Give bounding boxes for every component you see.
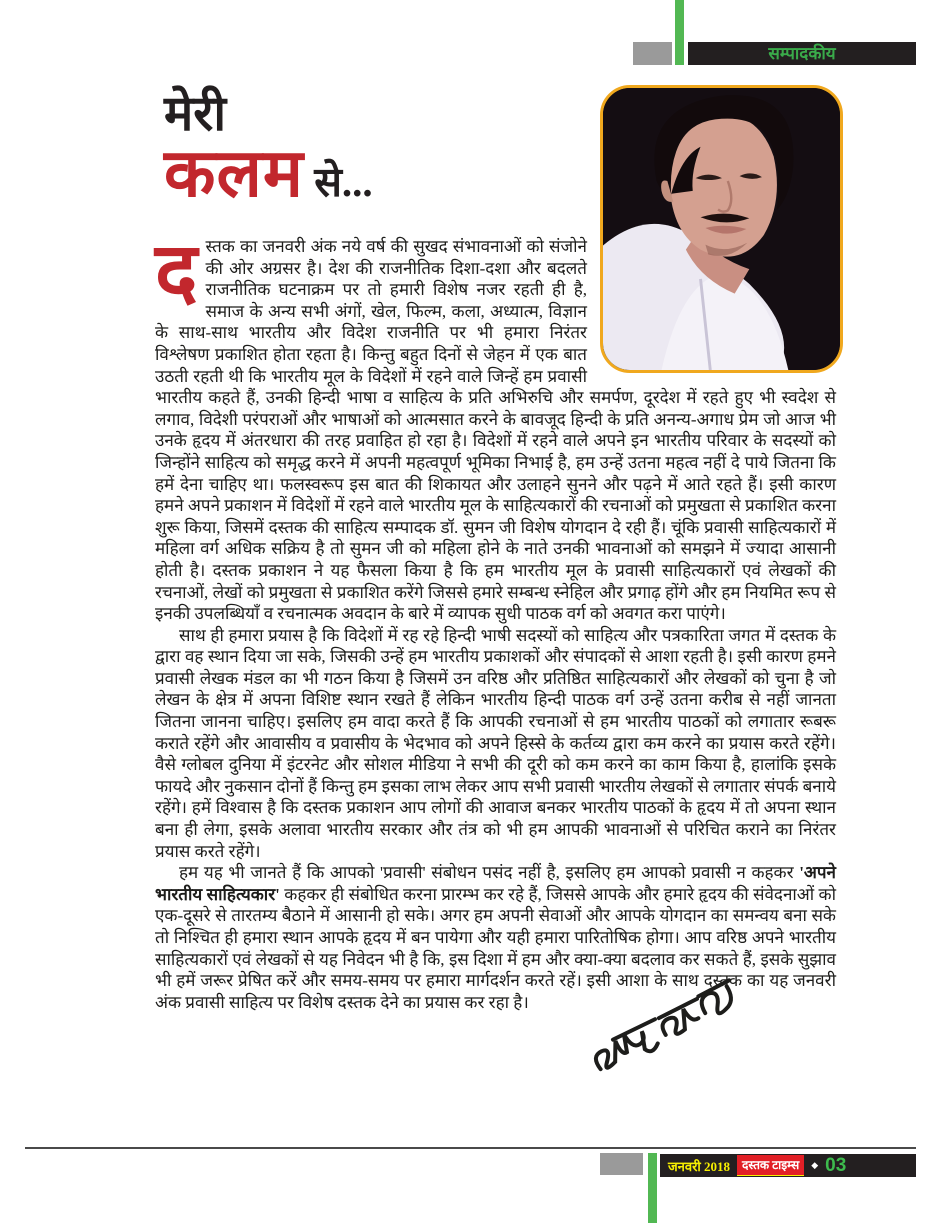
- magazine-logo: दस्तक टाइम्स: [737, 1155, 804, 1176]
- paragraph-3-bold-phrase: 'अपने भारतीय साहित्यकार': [155, 863, 836, 904]
- paragraph-2: साथ ही हमारा प्रयास है कि विदेशों में रह रहे हिन्दी भाषी सदस्यों को साहित्य और पत्रकारिता जगत में दस्तक के द्वारा वह स्थान दिया जा सके, जिसकी उन्हें हम भारतीय प्रकाशकों और संपादकों से आशा रहती है। इसी कारण हमने प्रवासी लेखक मंडल का भी गठन किया है जिसमें उन वरिष्ठ और प्रतिष्ठित साहित्यकारों और लेखकों को चुना है जो लेखन के क्षेत्र में अपना विशिष्ट स्थान रखते हैं लेकिन भारतीय हिन्दी पाठक वर्ग उन्हें उतना करीब से नहीं जानता जितना जानना चाहिए। इसलिए हम वादा करते हैं कि आपकी रचनाओं से हम भारतीय पाठकों को लगातार रूबरू कराते रहेंगे और आवासीय व प्रवासीय के भेदभाव को अपने हिस्से के कर्तव्य द्वारा कम करने का प्रयास करते रहेंगे। वैसे ग्लोबल दुनिया में इंटरनेट और सोशल मीडिया ने सभी की दूरी को कम करने का काम किया है, हालांकि इसके फायदे और नुकसान दोनों हैं किन्तु हम इसका लाभ लेकर आप सभी प्रवासी भारतीय लेखकों से लगातार संपर्क बनाये रहेंगे। हमें विश्वास है कि दस्तक प्रकाशन आप लोगों की आवाज बनकर भारतीय पाठकों के हृदय में तो अपना स्थान बना ही लेगा, इसके अलावा भारतीय सरकार और तंत्र को भी हम आपकी भावनाओं से परिचित कराने का निरंतर प्रयास करते रहेंगे।: [155, 625, 836, 861]
- page-title: [164, 86, 373, 212]
- title-word-se: से...: [303, 159, 373, 206]
- paragraph-3-end: कहकर ही संबोधित करना प्रारम्भ कर रहे हैं, जिससे आपके और हमारे हृदय की संवेदनाओं को एक-दूसरे से तारतम्य बैठाने में आसानी हो सके। अगर हम अपनी सेवाओं और आपके योगदान का समन्वय बना सके तो निश्चित ही हमारा स्थान आपके हृदय में बन पायेगा और यही हमारा पारितोषिक होगा। आप वरिष्ठ अपने भारतीय साहित्यकारों एवं लेखकों से यह निवेदन भी है कि, इस दिशा में हम और क्या-क्या बदलाव कर सकते हैं, इसके सुझाव भी हमें जरूर प्रेषित करें और समय-समय पर हमारा मार्गदर्शन करते रहें। इसी आशा के साथ दस्तक का यह जनवरी अंक प्रवासी साहित्य पर विशेष दस्तक देने का प्रयास कर रहा है।: [155, 884, 836, 1012]
- editorial-body: [155, 229, 836, 1013]
- section-tag-bar: [688, 42, 916, 65]
- footer-gray-block: [600, 1153, 643, 1175]
- footer-bar: [660, 1154, 916, 1177]
- section-label: सम्पादकीय: [768, 44, 836, 63]
- paragraph-3-start: हम यह भी जानते हैं कि आपको 'प्रवासी' संबोधन पसंद नहीं है, इसलिए हम आपको प्रवासी न कहकर: [179, 863, 800, 883]
- header-green-bar: [675, 0, 684, 65]
- title-word-kalam: कलम: [164, 137, 304, 212]
- header-gray-block: [633, 42, 672, 65]
- paragraph-1-text: स्तक का जनवरी अंक नये वर्ष की सुखद संभावनाओं को संजोने की ओर अग्रसर है। देश की राजनीतिक दिशा-दशा और बदलते राजनीतिक घटनाक्रम पर तो हमारी विशेष नजर रहती ही है, समाज के अन्य सभी अंगों, खेल, फिल्म, कला, अध्यात्म, विज्ञान के साथ-साथ भारतीय और विदेश राजनीति पर भी हमारा निरंतर विश्लेषण प्रकाशित होता रहता है। किन्तु बहुत दिनों से जेहन में एक बात उठती रहती थी कि भारतीय मूल के विदेशों में रहने वाले जिन्हें हम प्रवासी भारतीय कहते हैं, उनकी हिन्दी भाषा व साहित्य के प्रति अभिरुचि और समर्पण, दूरदेश में रहते हुए भी स्वदेश से लगाव, विदेशी परंपराओं और भाषाओं को आत्मसात करने के बावजूद हिन्दी के प्रति अनन्य-अगाध प्रेम जो आज भी उनके हृदय में अंतरधारा की तरह प्रवाहित हो रहा है। विदेशों में रहने वाले अपने इन भारतीय परिवार के सदस्यों को जिन्होंने साहित्य को समृद्ध करने में अपनी महत्वपूर्ण भूमिका निभाई है, हम उन्हें उतना महत्व नहीं दे पाये जितना कि हमें देना चाहिए था। फलस्वरूप इस बात की शिकायत और उलाहने सुनने और पढ़ने में आते रहते हैं। इसी कारण हमने अपने प्रकाशन में विदेशों में रहने वाले भारतीय मूल के साहित्यकारों की रचनाओं को प्रमुखता से प्रकाशित करना शुरू किया, जिसमें दस्तक की साहित्य सम्पादक डॉ. सुमन जी विशेष योगदान दे रही हैं। चूंकि प्रवासी साहित्यकारों में महिला वर्ग अधिक सक्रिय है तो सुमन जी को महिला होने के नाते उनकी भावनाओं को समझने में ज्यादा आसानी होती है। दस्तक प्रकाशन ने यह फैसला किया है कि हम भारतीय मूल के प्रवासी साहित्यकारों एवं लेखकों की रचनाओं, लेखों को प्रमुखता से प्रकाशित करेंगे जिससे हमारे सम्बन्ध स्नेहिल और प्रगाढ़ होंगे और हम नियमित रूप से इनकी उपलब्धियाँ व रचनात्मक अवदान के बारे में व्यापक सुधी पाठक वर्ग को अवगत करा पाएंगे।: [155, 237, 836, 624]
- title-word-meri: मेरी: [164, 86, 227, 141]
- diamond-separator-icon: ◆: [811, 1160, 819, 1170]
- photo-text-wrap-spacer: [587, 236, 836, 367]
- footer-green-bar: [648, 1153, 657, 1223]
- dropcap-letter: द: [155, 229, 198, 317]
- issue-date: जनवरी 2018: [668, 1158, 731, 1174]
- footer-rule: [25, 1147, 916, 1149]
- page-number: 03: [825, 1155, 847, 1176]
